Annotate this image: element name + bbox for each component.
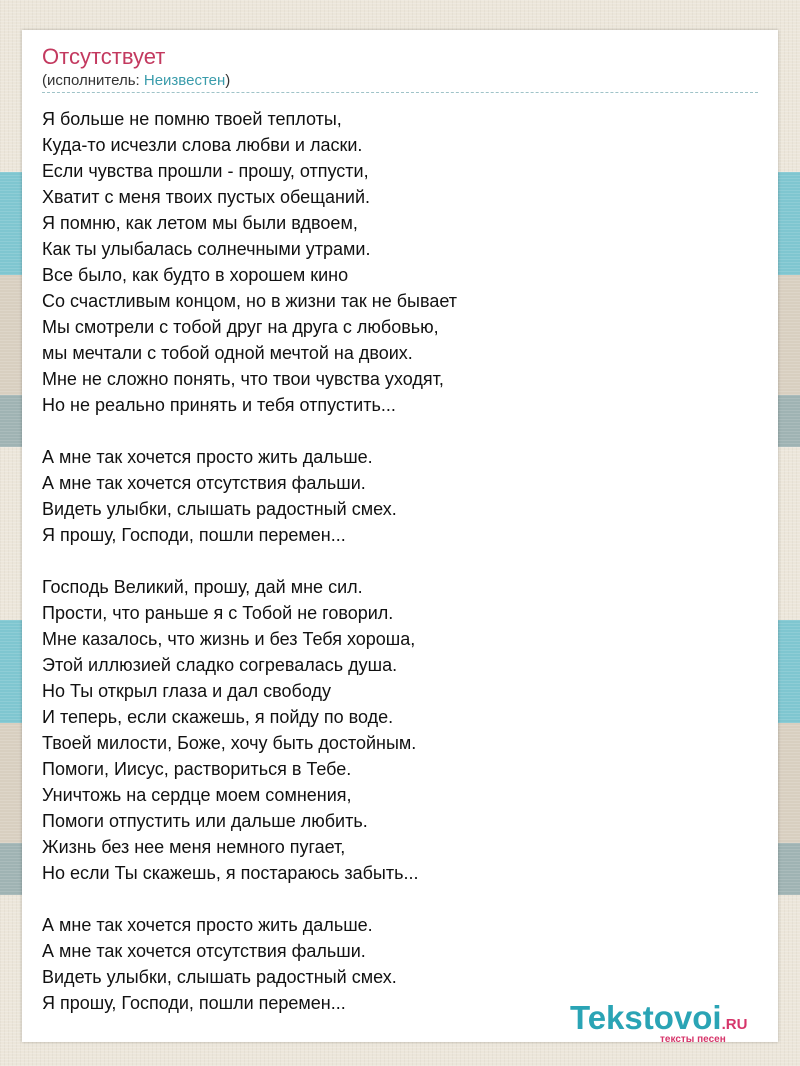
lyric-line: мы мечтали с тобой одной мечтой на двоих. xyxy=(42,343,413,363)
artist-line xyxy=(42,72,230,89)
lyric-line: А мне так хочется просто жить дальше. xyxy=(42,447,373,467)
lyric-line: Все было, как будто в хорошем кино xyxy=(42,265,349,285)
artist-prefix: (исполнитель: xyxy=(42,72,144,89)
lyrics-stanza xyxy=(42,106,758,418)
lyric-line: Мы смотрели с тобой друг на друга с любовью, xyxy=(42,317,439,337)
lyric-line: Жизнь без нее меня немного пугает, xyxy=(42,837,346,857)
site-logo[interactable] xyxy=(570,1000,775,1046)
lyric-line: А мне так хочется отсутствия фальши. xyxy=(42,473,366,493)
lyric-line: Я больше не помню твоей теплоты, xyxy=(42,109,342,129)
lyric-line: Я прошу, Господи, пошли перемен... xyxy=(42,525,346,545)
logo-tld: .RU xyxy=(721,1016,748,1033)
lyric-line: Куда-то исчезли слова любви и ласки. xyxy=(42,135,363,155)
title-divider xyxy=(42,92,758,93)
lyric-line: Мне казалось, что жизнь и без Тебя хороша, xyxy=(42,629,416,649)
lyrics-stanza xyxy=(42,574,758,886)
lyric-line: Хватит с меня твоих пустых обещаний. xyxy=(42,187,370,207)
lyric-line: Как ты улыбалась солнечными утрами. xyxy=(42,239,371,259)
lyric-line: Уничтожь на сердце моем сомнения, xyxy=(42,785,352,805)
lyric-line: И теперь, если скажешь, я пойду по воде. xyxy=(42,707,394,727)
lyrics-text xyxy=(42,106,758,1042)
logo-tagline: тексты песен xyxy=(660,1034,726,1045)
lyrics-card xyxy=(22,30,778,1042)
lyric-line: Мне не сложно понять, что твои чувства уходят, xyxy=(42,369,444,389)
lyric-line: Если чувства прошли - прошу, отпусти, xyxy=(42,161,369,181)
lyric-line: Господь Великий, прошу, дай мне сил. xyxy=(42,577,363,597)
lyric-line: Видеть улыбки, слышать радостный смех. xyxy=(42,967,397,987)
lyric-line: Видеть улыбки, слышать радостный смех. xyxy=(42,499,397,519)
lyric-line: Я помню, как летом мы были вдвоем, xyxy=(42,213,358,233)
artist-suffix: ) xyxy=(225,72,231,89)
lyric-line: Но не реально принять и тебя отпустить... xyxy=(42,395,396,415)
lyric-line: Я прошу, Господи, пошли перемен... xyxy=(42,993,346,1013)
lyric-line: Этой иллюзией сладко согревалась душа. xyxy=(42,655,398,675)
lyric-line: Но Ты открыл глаза и дал свободу xyxy=(42,681,331,701)
logo-name: Tekstovoi xyxy=(570,999,722,1036)
lyric-line: Помоги отпустить или дальше любить. xyxy=(42,811,368,831)
lyric-line: Прости, что раньше я с Тобой не говорил. xyxy=(42,603,394,623)
artist-link[interactable]: Неизвестен xyxy=(143,72,226,89)
lyric-line: Помоги, Иисус, раствориться в Тебе. xyxy=(42,759,352,779)
lyric-line: Твоей милости, Боже, хочу быть достойным. xyxy=(42,733,417,753)
lyrics-stanza xyxy=(42,444,758,548)
lyric-line: Со счастливым концом, но в жизни так не бывает xyxy=(42,291,458,311)
song-title: Отсутствует xyxy=(42,44,166,69)
lyric-line: А мне так хочется просто жить дальше. xyxy=(42,915,373,935)
lyric-line: Но если Ты скажешь, я постараюсь забыть... xyxy=(42,863,419,883)
lyric-line: А мне так хочется отсутствия фальши. xyxy=(42,941,366,961)
